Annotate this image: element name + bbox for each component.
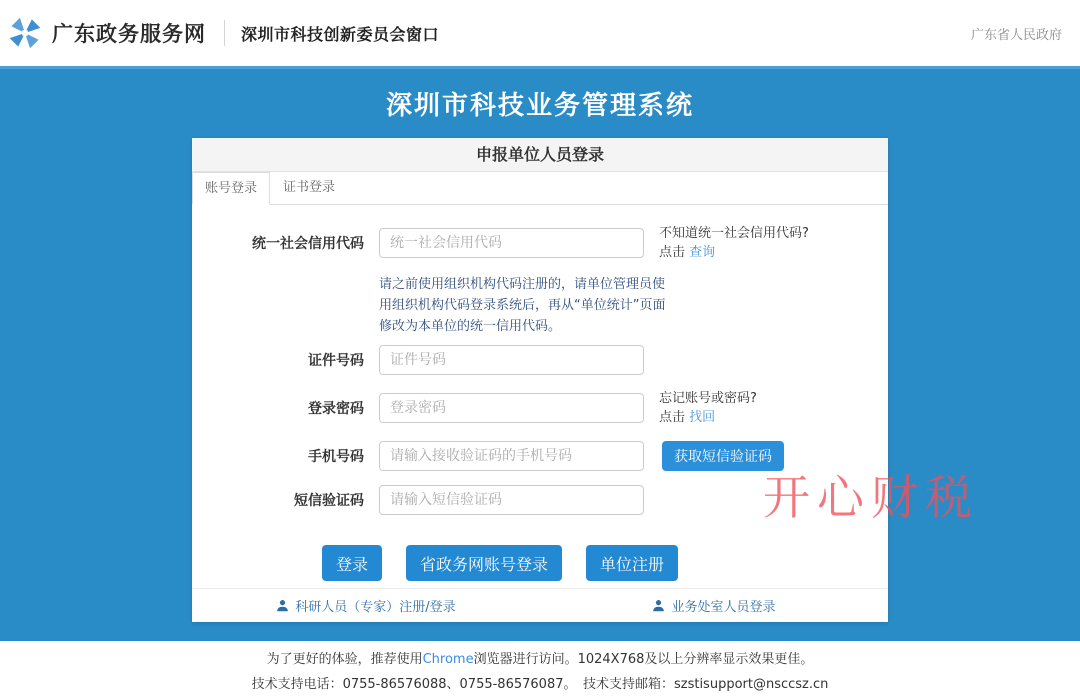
cert-number-input[interactable] (379, 345, 644, 375)
system-title: 深圳市科技业务管理系统 (385, 91, 694, 121)
staff-link-cell (540, 589, 888, 622)
credit-code-label: 统一社会信用代码 (252, 236, 364, 252)
top-header (0, 0, 1080, 66)
chrome-link[interactable]: Chrome (422, 652, 474, 667)
password-input[interactable] (379, 393, 644, 423)
watermark-text: 开心财税 (763, 471, 979, 526)
credit-code-row (192, 224, 888, 262)
credit-code-help-prefix: 点击 (659, 245, 686, 260)
researcher-link-label: 科研人员（专家）注册/登录 (295, 600, 456, 615)
password-label: 登录密码 (308, 401, 364, 417)
footer-browser-note (0, 650, 1080, 670)
provincial-account-login-button[interactable]: 省政务网账号登录 (406, 545, 562, 581)
credit-code-help-question: 不知道统一社会信用代码? (659, 226, 809, 241)
header-divider (224, 20, 225, 46)
user-icon (652, 599, 665, 612)
footer-line1-before: 为了更好的体验，推荐使用 (266, 652, 423, 667)
phone-input[interactable] (379, 441, 644, 471)
footer-support-info: 技术支持电话：0755-86576088、0755-86576087。 技术支持邮箱：szstisupport@nsccsz.cn (251, 677, 829, 692)
password-recover-link[interactable]: 找回 (689, 410, 716, 425)
credit-code-input[interactable] (379, 228, 644, 258)
page-footer (0, 641, 1080, 699)
password-help-question: 忘记账号或密码? (659, 391, 757, 406)
login-form (192, 205, 888, 581)
cert-number-row (192, 345, 888, 375)
staff-link-label: 业务处室人员登录 (671, 600, 776, 615)
hero-section (0, 66, 1080, 641)
footer-line1-after: 浏览器进行访问。1024X768及以上分辨率显示效果更佳。 (473, 652, 814, 667)
unit-register-button[interactable]: 单位注册 (586, 545, 678, 581)
login-panel (192, 138, 888, 622)
sms-code-label: 短信验证码 (294, 493, 364, 509)
business-office-login-link[interactable] (652, 596, 775, 615)
sms-code-input[interactable] (379, 485, 644, 515)
tab-account-login[interactable]: 账号登录 (192, 172, 270, 205)
password-help (659, 389, 757, 427)
phone-label: 手机号码 (308, 449, 364, 465)
password-row (192, 389, 888, 427)
password-help-prefix: 点击 (659, 410, 686, 425)
researcher-link-cell (192, 589, 540, 622)
brand-name: 广东政务服务网 (52, 22, 206, 46)
login-button-row (152, 545, 848, 581)
login-button[interactable]: 登录 (322, 545, 382, 581)
credit-code-note: 请之前使用组织机构代码注册的，请单位管理员使用组织机构代码登录系统后，再从“单位统计”页面修改为本单位的统一信用代码。 (379, 277, 666, 334)
login-tabs (192, 172, 888, 205)
sms-code-row (192, 485, 888, 515)
phone-row (192, 441, 888, 471)
login-panel-title: 申报单位人员登录 (192, 138, 888, 172)
pinwheel-logo-icon (8, 16, 42, 50)
site-logo-link[interactable] (8, 16, 206, 50)
panel-bottom-links (192, 588, 888, 622)
user-icon (276, 599, 289, 612)
gov-portal-link[interactable]: 广东省人民政府 (970, 27, 1062, 43)
tab-certificate-login[interactable]: 证书登录 (282, 180, 335, 195)
window-title: 深圳市科技创新委员会窗口 (241, 24, 440, 44)
credit-code-help (659, 224, 809, 262)
researcher-register-login-link[interactable] (276, 596, 455, 615)
credit-code-query-link[interactable]: 查询 (689, 245, 716, 260)
cert-number-label: 证件号码 (308, 353, 364, 369)
get-sms-code-button[interactable]: 获取短信验证码 (662, 441, 784, 471)
